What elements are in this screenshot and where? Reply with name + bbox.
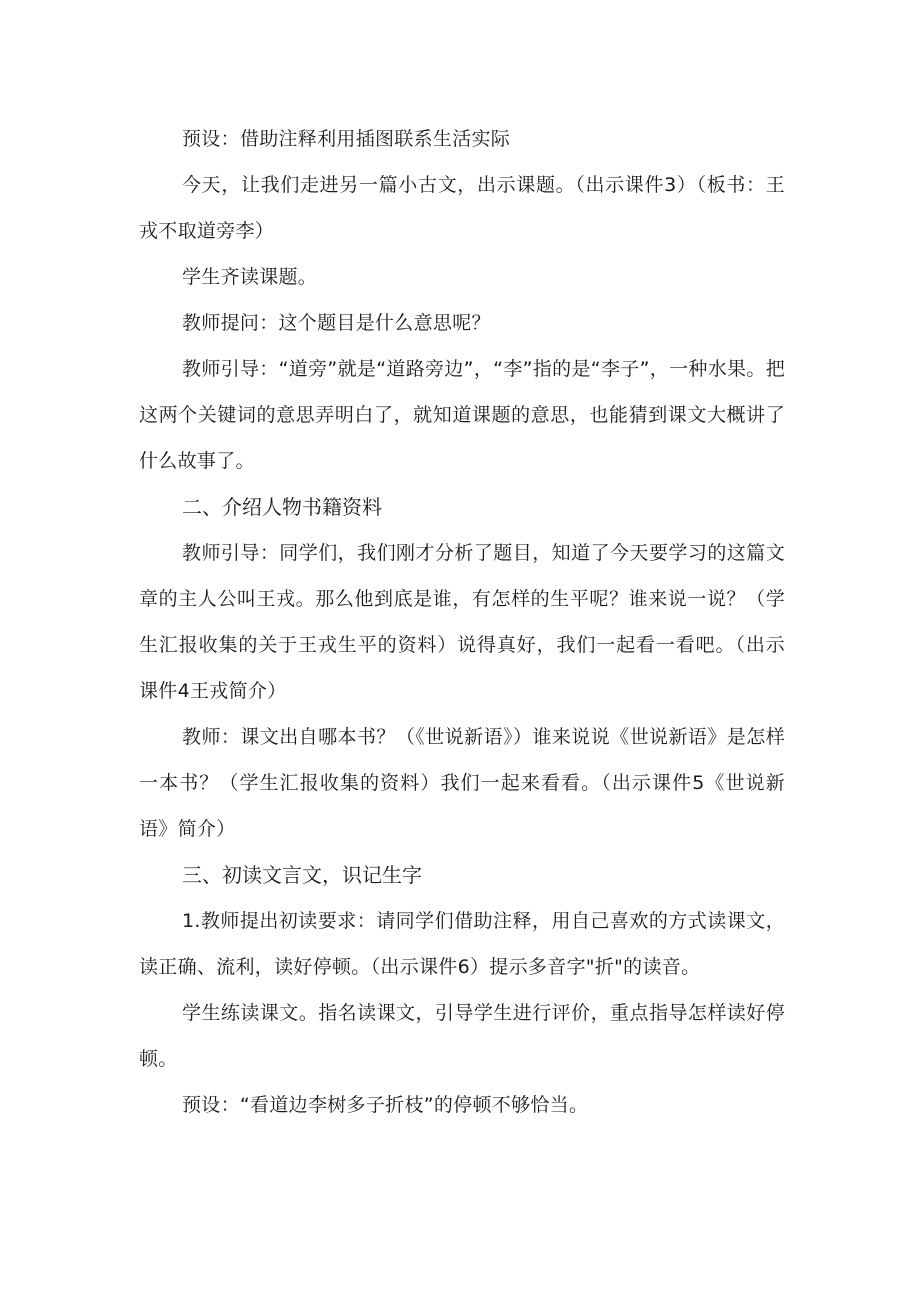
paragraph-teacher-book: 教师：课文出自哪本书？（《世说新语》）谁来说说《世说新语》是怎样一本书？（学生汇报收集的资料）我们一起来看看。（出示课件5《世说新语》简介） xyxy=(139,726,785,840)
paragraph-read-title: 学生齐读课题。 xyxy=(182,266,318,288)
paragraph-teacher-guide-2: 教师引导：同学们，我们刚才分析了题目，知道了今天要学习的这篇文章的主人公叫王戎。那么他到底是谁，有怎样的生平呢？谁来说一说？（学生汇报收集的关于王戎生平的资料）说得真好，我们一起看一看吧。（出示课件4王戎简介） xyxy=(139,542,785,702)
section-heading-2: 二、介绍人物书籍资料 xyxy=(182,495,382,519)
paragraph-preset-1: 预设：借助注释利用插图联系生活实际 xyxy=(182,128,511,150)
paragraph-teacher-question: 教师提问：这个题目是什么意思呢？ xyxy=(182,312,491,334)
paragraph-intro-title: 今天，让我们走进另一篇小古文，出示课题。（出示课件3）（板书：王戎不取道旁李） xyxy=(139,174,785,242)
paragraph-student-practice: 学生练读课文。指名读课文，引导学生进行评价，重点指导怎样读好停顿。 xyxy=(139,1002,785,1070)
section-heading-3: 三、初读文言文，识记生字 xyxy=(182,863,422,887)
document-body xyxy=(139,116,785,1128)
paragraph-reading-requirement: 1.教师提出初读要求：请同学们借助注释，用自己喜欢的方式读课文，读正确、流利，读好停顿。（出示课件6）提示多音字"折"的读音。 xyxy=(139,910,785,978)
paragraph-preset-2: 预设：“看道边李树多子折枝”的停顿不够恰当。 xyxy=(182,1094,589,1116)
paragraph-teacher-guide-1: 教师引导：“道旁”就是“道路旁边”，“李”指的是“李子”，一种水果。把这两个关键词的意思弄明白了，就知道课题的意思，也能猜到课文大概讲了什么故事了。 xyxy=(139,358,785,472)
